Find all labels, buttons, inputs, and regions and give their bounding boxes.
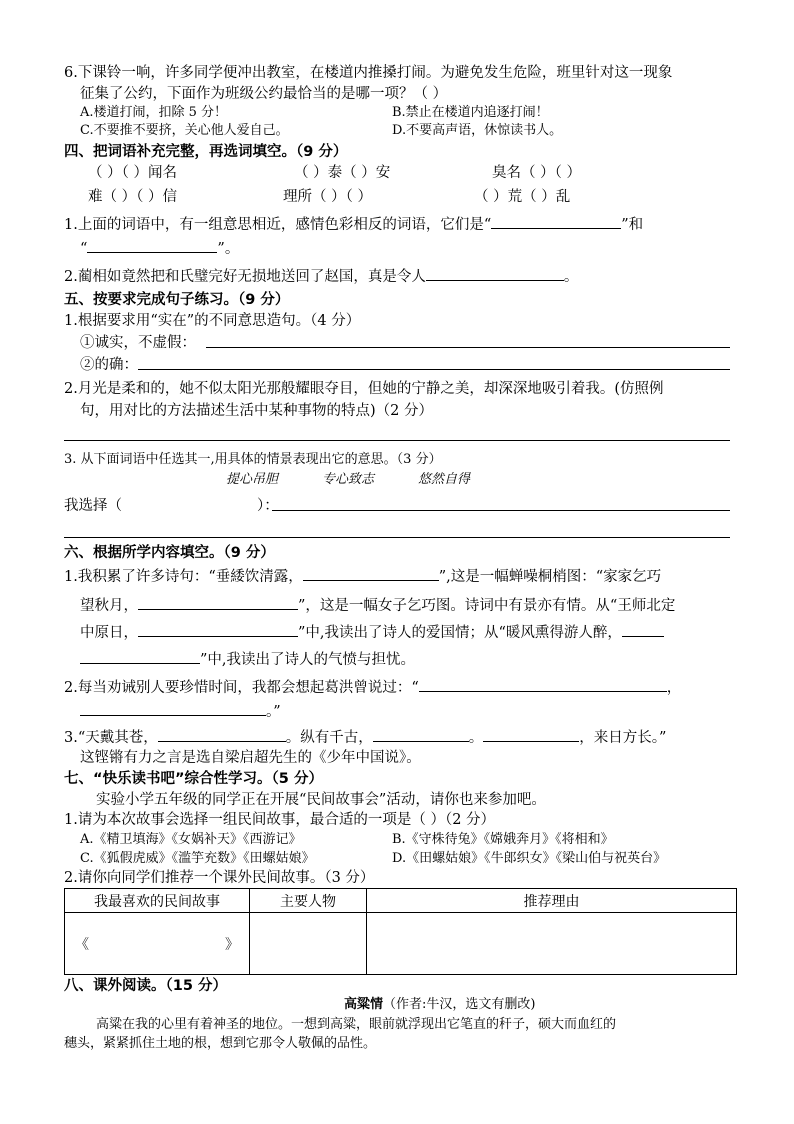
s4-word-6[interactable]: （ ）荒（ ）乱	[474, 189, 571, 205]
section5-title: 五、按要求完成句子练习。（9 分）	[64, 292, 290, 308]
s4-word-2[interactable]: （ ）泰（ ）安	[294, 165, 391, 181]
table-header-characters: 主要人物	[250, 889, 367, 913]
s6-blank-6[interactable]	[80, 701, 266, 716]
s4-q2: 2.蔺相如竟然把和氏璧完好无损地送回了赵国，真是令人 。	[64, 266, 578, 286]
s6-blank-3[interactable]	[138, 622, 298, 637]
s5-q3-answer-line-2[interactable]	[64, 537, 730, 538]
s6-line1: 1.我积累了许多诗句：“垂緌饮清露， ”,这是一幅蝉噪桐梢图：“家家乞巧	[64, 566, 661, 586]
table-header-reason: 推荐理由	[367, 889, 737, 913]
s6-blank-8[interactable]	[373, 727, 469, 742]
s5-q2-line1: 2.月光是柔和的，她不似太阳光那般耀眼夺目，但她的宁静之美，却深深地吸引着我。(仿照例	[64, 381, 664, 397]
s7-q2: 2.请你向同学们推荐一个课外民间故事。（3 分）	[64, 870, 375, 886]
table-header-story: 我最喜欢的民间故事	[65, 889, 250, 913]
table-cell-reason[interactable]	[367, 913, 737, 975]
section7-title: 七、“快乐读书吧”综合性学习。（5 分）	[64, 771, 323, 787]
s7-intro: 实验小学五年级的同学正在开展“民间故事会”活动，请你也来参加吧。	[96, 792, 546, 808]
s5-q1a-answer-line[interactable]	[206, 347, 730, 348]
s5-q2-answer-line[interactable]	[64, 440, 730, 441]
s6-blank-5[interactable]	[419, 677, 667, 692]
article-title-line	[344, 996, 535, 1014]
s4-q1-blank-2[interactable]	[87, 238, 217, 253]
q6-option-c[interactable]: C.不要推不要挤，关心他人爱自己。	[80, 123, 289, 138]
q6-line1: 6.下课铃一响，许多同学便冲出教室，在楼道内推搡打闹。为避免发生危险，班里针对这一现象	[64, 65, 673, 81]
s4-q1-blank-1[interactable]	[491, 214, 621, 229]
article-source: （作者:牛汉，选文有删改)	[383, 997, 536, 1012]
s5-choose-label-open: 我选择（	[64, 498, 122, 514]
q6-line2: 征集了公约，下面作为班级公约最恰当的是哪一项？（ ）	[80, 86, 448, 102]
s5-word-3[interactable]: 悠然自得	[418, 472, 471, 487]
article-paragraph-line1: 高粱在我的心里有着神圣的地位。一想到高粱，眼前就浮现出它笔直的秆子，硕大而血红的	[96, 1017, 617, 1032]
s5-q3: 3. 从下面词语中任选其一,用具体的情景表现出它的意思。（3 分）	[64, 452, 442, 467]
s6-blank-4a[interactable]	[622, 622, 664, 637]
s5-q1a-label: ①诚实，不虚假：	[80, 335, 196, 351]
s5-q1b-answer-line[interactable]	[138, 369, 730, 370]
s6-line6: 。”	[80, 701, 281, 721]
s4-word-1[interactable]: （ ）（ ）闻名	[88, 165, 177, 181]
s6-blank-9[interactable]	[483, 727, 579, 742]
s5-q1b-label: ②的确：	[80, 357, 138, 373]
s5-q2-line2: 句，用对比的方法描述生活中某种事物的特点)（2 分）	[80, 403, 433, 419]
s4-word-3[interactable]: 臭名（ ）（ ）	[492, 165, 581, 181]
s6-blank-4b[interactable]	[80, 649, 200, 664]
s5-q3-answer-line-1[interactable]	[272, 510, 730, 511]
s6-line2: 望秋月， ”，这是一幅女子乞巧图。诗词中有景亦有情。从“王师北定	[80, 595, 675, 615]
s6-line3: 中原日， ”中,我读出了诗人的爱国情；从“暖风熏得游人醉，	[80, 622, 664, 642]
q6-option-a[interactable]: A.楼道打闹，扣除 5 分！	[80, 105, 228, 120]
table-cell-characters[interactable]	[250, 913, 367, 975]
s7-option-d[interactable]: D.《田螺姑娘》《牛郎织女》《梁山伯与祝英台》	[392, 851, 667, 866]
q6-option-d[interactable]: D.不要高声语，休惊读书人。	[392, 123, 563, 138]
article-title: 高粱情	[344, 997, 384, 1012]
s6-blank-2[interactable]	[138, 595, 298, 610]
s7-option-c[interactable]: C.《狐假虎威》《滥竽充数》《田螺姑娘》	[80, 851, 315, 866]
section4-title: 四、把词语补充完整，再选词填空。（9 分）	[64, 144, 348, 160]
s6-line5: 2.每当劝诫别人要珍惜时间，我都会想起葛洪曾说过：“ ，	[64, 677, 681, 697]
s7-q1: 1.请为本次故事会选择一组民间故事，最合适的一项是（ ）（2 分）	[64, 812, 496, 828]
s5-choose-label-close: ）：	[257, 498, 279, 514]
table-cell-story[interactable]: 《 》	[65, 913, 250, 975]
s6-line7: 3.“天戴其苍， 。纵有千古， 。 ，来日方长。”	[64, 727, 666, 747]
s6-line4: ”中,我读出了诗人的气愤与担忧。	[80, 649, 415, 669]
section8-title: 八、课外阅读。（15 分）	[64, 978, 227, 994]
s4-word-4[interactable]: 难（ ）（ ）信	[88, 189, 177, 205]
article-paragraph-line2: 穗头，紧紧抓住土地的根，想到它那令人敬佩的品性。	[64, 1036, 377, 1051]
s6-blank-1[interactable]	[303, 566, 439, 581]
s7-option-a[interactable]: A.《精卫填海》《女娲补天》《西游记》	[80, 832, 302, 847]
s4-q2-blank[interactable]	[426, 266, 564, 281]
recommend-table	[64, 888, 737, 975]
s4-q1-line2: “ ”。	[80, 238, 239, 258]
s5-q1: 1.根据要求用“实在”的不同意思造句。（4 分）	[64, 313, 361, 329]
s6-blank-7[interactable]	[158, 727, 286, 742]
s6-line8: 这铿锵有力之言是选自梁启超先生的《少年中国说》。	[80, 750, 421, 766]
s7-option-b[interactable]: B.《守株待兔》《嫦娥奔月》《将相和》	[392, 832, 614, 847]
s5-word-1[interactable]: 提心吊胆	[226, 472, 279, 487]
section6-title: 六、根据所学内容填空。（9 分）	[64, 545, 275, 561]
s4-word-5[interactable]: 理所（ ）（ ）	[283, 189, 372, 205]
s4-q1-line1: 1.上面的词语中，有一组意思相近，感情色彩相反的词语，它们是“ ”和	[64, 214, 643, 234]
q6-option-b[interactable]: B.禁止在楼道内追逐打闹！	[392, 105, 549, 120]
s5-word-2[interactable]: 专心致志	[322, 472, 375, 487]
